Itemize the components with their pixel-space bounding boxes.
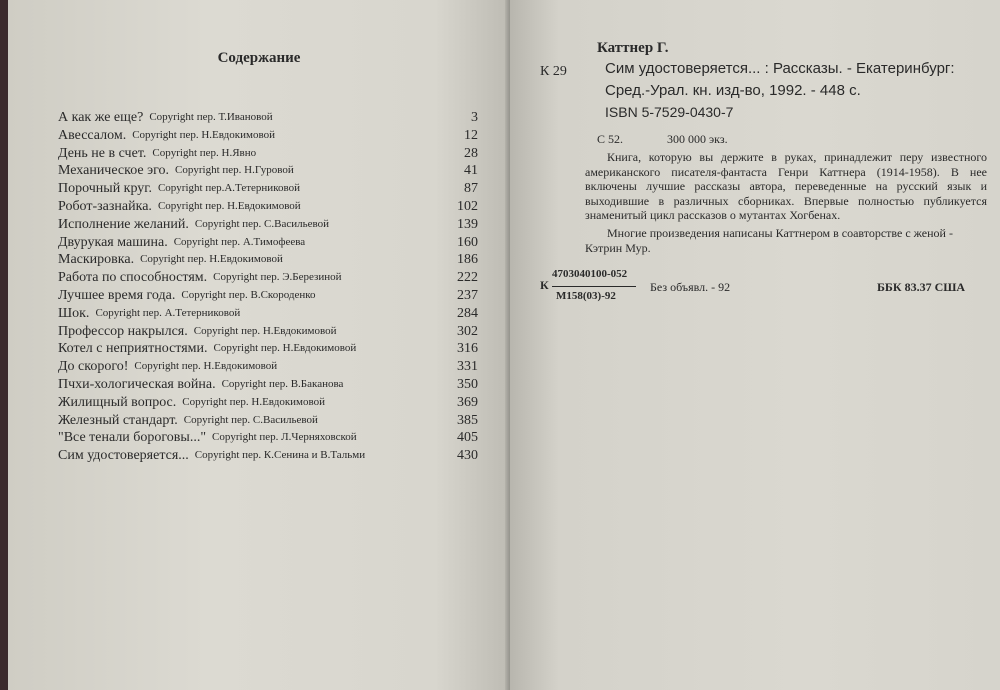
toc-entry-copyright: Copyright пер. Л.Черняховской <box>212 431 357 444</box>
toc-entry-copyright: Copyright пер. Т.Ивановой <box>149 111 273 123</box>
toc-row <box>58 127 478 145</box>
toc-row <box>58 216 478 234</box>
toc-row <box>58 305 478 323</box>
toc-entry-title: Робот-зазнайка. <box>58 198 152 214</box>
print-run: 300 000 экз. <box>667 132 728 146</box>
toc-entry-copyright: Copyright пер. С.Васильевой <box>183 413 318 426</box>
toc-entry-page: 186 <box>457 252 478 268</box>
toc-entry-title: Лучшее время года. <box>58 287 176 303</box>
toc-entry-copyright: Copyright пер. Н.Евдокимовой <box>132 128 275 141</box>
toc-entry-title: А как же еще? <box>58 110 144 125</box>
toc-entry-title: Исполнение желаний. <box>58 216 189 232</box>
toc-entry-title: Механическое эго. <box>58 163 170 179</box>
toc-entry-title: Сим удостоверяется... <box>58 448 189 464</box>
fraction-line <box>552 286 636 287</box>
toc-entry-copyright: Copyright пер.А.Тетерниковой <box>157 182 300 195</box>
toc-entry-copyright: Copyright пер. К.Сенина и В.Тальми <box>194 449 366 462</box>
toc-entry-title: Порочный круг. <box>58 181 152 197</box>
toc-entry-title: Шок. <box>58 305 90 321</box>
toc-entry-copyright: Copyright пер. А.Тетерниковой <box>95 306 241 319</box>
k-letter: К <box>540 278 549 292</box>
toc-entry-page: 430 <box>457 448 478 464</box>
toc-entry-title: Двурукая машина. <box>58 234 168 250</box>
toc-entry-title: Жилищный вопрос. <box>58 394 177 410</box>
toc-entry-page: 385 <box>457 412 478 428</box>
bib-line-1: Сим удостоверяется... : Рассказы. - Екатеринбург: <box>605 60 955 77</box>
toc-entry-copyright: Copyright пер. Н.Евдокимовой <box>140 253 283 266</box>
toc-entry-title: До скорого! <box>58 359 129 375</box>
toc-entry-title: "Все тенали бороговы..." <box>58 430 207 446</box>
toc-entry-page: 222 <box>457 270 478 286</box>
toc-row <box>58 251 478 269</box>
annotation-coauthor: Многие произведения написаны Каттнером в соавторстве с женой - Кэтрин Мур. <box>585 226 953 255</box>
toc-entry-title: Котел с неприятностями. <box>58 341 208 357</box>
toc-entry-copyright: Copyright пер. Н.Евдокимовой <box>157 199 301 212</box>
toc-heading: Содержание <box>217 50 301 66</box>
toc-row <box>58 109 478 127</box>
toc-entry-copyright: Copyright пер. Н.Евдокимовой <box>182 395 326 408</box>
toc-entry-title: Пчхи-хологическая война. <box>58 376 216 392</box>
toc-entry-page: 331 <box>457 359 478 375</box>
no-ads-note: Без объявл. - 92 <box>650 280 731 294</box>
toc-entry-page: 405 <box>457 430 478 446</box>
toc-row <box>58 234 478 252</box>
toc-list <box>58 109 478 465</box>
toc-entry-page: 102 <box>457 198 478 214</box>
toc-entry-page: 316 <box>457 341 478 357</box>
toc-entry-copyright: Copyright пер. Н.Евдокимовой <box>134 360 278 373</box>
toc-entry-copyright: Copyright пер. Н.Евдокимовой <box>213 342 357 355</box>
toc-row <box>58 145 478 163</box>
toc-entry-title: Маскировка. <box>58 252 135 268</box>
toc-entry-copyright: Copyright пер. Н.Гуровой <box>175 164 294 177</box>
toc-row <box>58 269 478 287</box>
fraction-bottom: М158(03)-92 <box>556 290 616 302</box>
toc-entry-title: Профессор накрылся. <box>58 323 188 339</box>
toc-entry-page: 237 <box>457 287 478 303</box>
toc-row <box>58 198 478 216</box>
toc-entry-copyright: Copyright пер. Н.Явно <box>152 146 257 159</box>
toc-entry-page: 139 <box>457 216 478 232</box>
toc-row <box>58 162 478 180</box>
toc-row <box>58 412 478 430</box>
toc-entry-page: 87 <box>464 181 478 197</box>
toc-entry-title: Работа по способностям. <box>58 270 208 286</box>
c-code: С 52. <box>597 132 624 146</box>
toc-entry-copyright: Copyright пер. А.Тимофеева <box>173 235 306 248</box>
toc-entry-page: 284 <box>457 305 478 321</box>
toc-entry-copyright: Copyright пер. Э.Березиной <box>213 271 342 284</box>
toc-entry-title: Авессалом. <box>58 127 127 143</box>
author-name: Каттнер Г. <box>597 40 669 56</box>
toc-entry-copyright: Copyright пер. С.Васильевой <box>194 217 330 230</box>
toc-entry-page: 350 <box>457 376 478 392</box>
right-page <box>510 0 1000 690</box>
toc-row <box>58 358 478 376</box>
toc-entry-copyright: Copyright пер. В.Баканова <box>221 377 344 390</box>
left-page <box>8 0 510 690</box>
toc-row <box>58 376 478 394</box>
toc-row <box>58 323 478 341</box>
toc-entry-copyright: Copyright пер. В.Скороденко <box>181 288 316 301</box>
annotation: Книга, которую вы держите в руках, принадлежит перу известного американского писателя-фантаста Генри Каттнера (1914-1958). В нее включены лучшие рассказы автора, переведенные на русский язык и выходившие в различных сборниках. Впервые полностью публикуется знаменитый цикл рассказов о мутантах Хогбенах. <box>585 150 987 223</box>
bibliographic-description <box>605 58 985 102</box>
bbk-code: ББК 83.37 США <box>877 280 966 294</box>
toc-entry-page: 12 <box>464 127 478 143</box>
fraction-top: 4703040100-052 <box>552 268 628 280</box>
toc-entry-page: 302 <box>457 323 478 339</box>
toc-entry-title: День не в счет. <box>58 145 147 161</box>
toc-entry-copyright: Copyright пер. Н.Евдокимовой <box>193 324 337 337</box>
toc-entry-page: 28 <box>464 145 478 161</box>
bib-line-2: Сред.-Урал. кн. изд-во, 1992. - 448 с. <box>605 82 861 99</box>
toc-row <box>58 287 478 305</box>
toc-row <box>58 340 478 358</box>
toc-entry-page: 369 <box>457 394 478 410</box>
class-code: К 29 <box>540 64 567 79</box>
toc-row <box>58 180 478 198</box>
toc-row <box>58 394 478 412</box>
toc-entry-page: 160 <box>457 234 478 250</box>
toc-entry-page: 3 <box>471 110 478 125</box>
isbn: ISBN 5-7529-0430-7 <box>605 104 734 120</box>
toc-entry-title: Железный стандарт. <box>58 412 178 428</box>
toc-entry-page: 41 <box>464 163 478 179</box>
toc-row <box>58 447 478 465</box>
toc-row <box>58 429 478 447</box>
